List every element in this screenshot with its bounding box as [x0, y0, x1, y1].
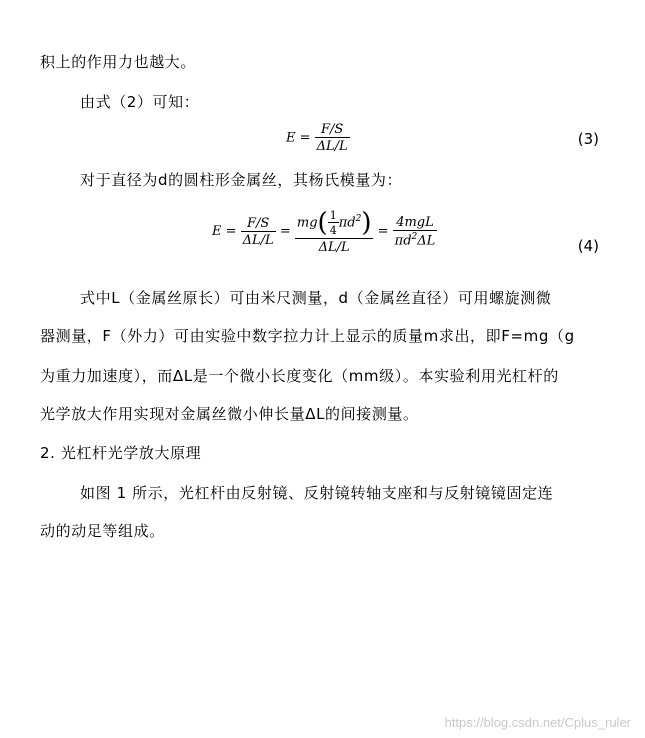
paragraph-line: 对于直径为d的圆柱形金属丝，其杨氏模量为：	[80, 171, 403, 189]
eq3-fraction	[315, 122, 350, 154]
eq4-fraction-2	[295, 208, 374, 255]
eq4-f2-exponent: 2	[355, 214, 362, 225]
eq4-f3-pid: πd	[394, 233, 412, 249]
paragraph-line: 由式（2）可知：	[80, 93, 200, 111]
left-paren: (	[317, 208, 328, 238]
paragraph-line: 积上的作用力也越大。	[40, 53, 197, 71]
eq4-f3-numerator: 4mgL	[396, 214, 434, 230]
eq4-f3-denominator	[393, 230, 438, 248]
paragraph-line: 器测量，F（外力）可由实验中数字拉力计上显示的质量m求出，即F=mg（g	[40, 327, 575, 345]
eq3-numerator: F/S	[321, 122, 344, 137]
eq4-f3-exponent: 2	[411, 231, 418, 242]
paragraph-line: 如图 1 所示，光杠杆由反射镜、反射镜转轴支座和与反射镜镜固定连	[80, 484, 554, 502]
eq4-equals: =	[279, 224, 291, 239]
eq4-f2-mg: mg	[296, 215, 318, 231]
equation-number-4: (4)	[577, 237, 599, 255]
eq4-f1-denominator: ΔL/L	[242, 232, 274, 248]
eq4-quarter-den: 4	[329, 224, 337, 237]
watermark: https://blog.csdn.net/Cplus_ruler	[444, 715, 631, 730]
paragraph-line: 光学放大作用实现对金属丝微小伸长量ΔL的间接测量。	[40, 405, 419, 423]
eq4-lhs: E =	[212, 224, 237, 239]
eq4-fraction-1	[241, 216, 276, 248]
paragraph-line: 为重力加速度），而ΔL是一个微小长度变化（mm级）。本实验利用光杠杆的	[40, 367, 559, 385]
eq4-fraction-3	[393, 215, 438, 248]
eq4-quarter	[328, 209, 339, 237]
eq4-f2-pid: πd	[338, 215, 356, 231]
equation-number-3: (3)	[577, 130, 599, 148]
eq4-f1-numerator: F/S	[247, 215, 270, 231]
eq4-f2-denominator: ΔL/L	[295, 238, 374, 255]
eq4-quarter-num: 1	[329, 209, 337, 222]
equation-4	[212, 208, 437, 255]
eq3-lhs: E =	[286, 130, 311, 146]
equation-3	[286, 122, 350, 154]
right-paren: )	[361, 208, 372, 238]
eq4-f3-dl: ΔL	[417, 233, 436, 249]
paragraph-line: 式中L（金属丝原长）可由米尺测量，d（金属丝直径）可用螺旋测微	[80, 289, 552, 307]
eq3-denominator: ΔL/L	[316, 139, 348, 154]
eq4-f2-numerator	[295, 208, 374, 238]
section-heading: 2. 光杠杆光学放大原理	[40, 444, 202, 462]
paragraph-line: 动的动足等组成。	[40, 522, 165, 540]
eq4-equals-2: =	[377, 224, 389, 239]
